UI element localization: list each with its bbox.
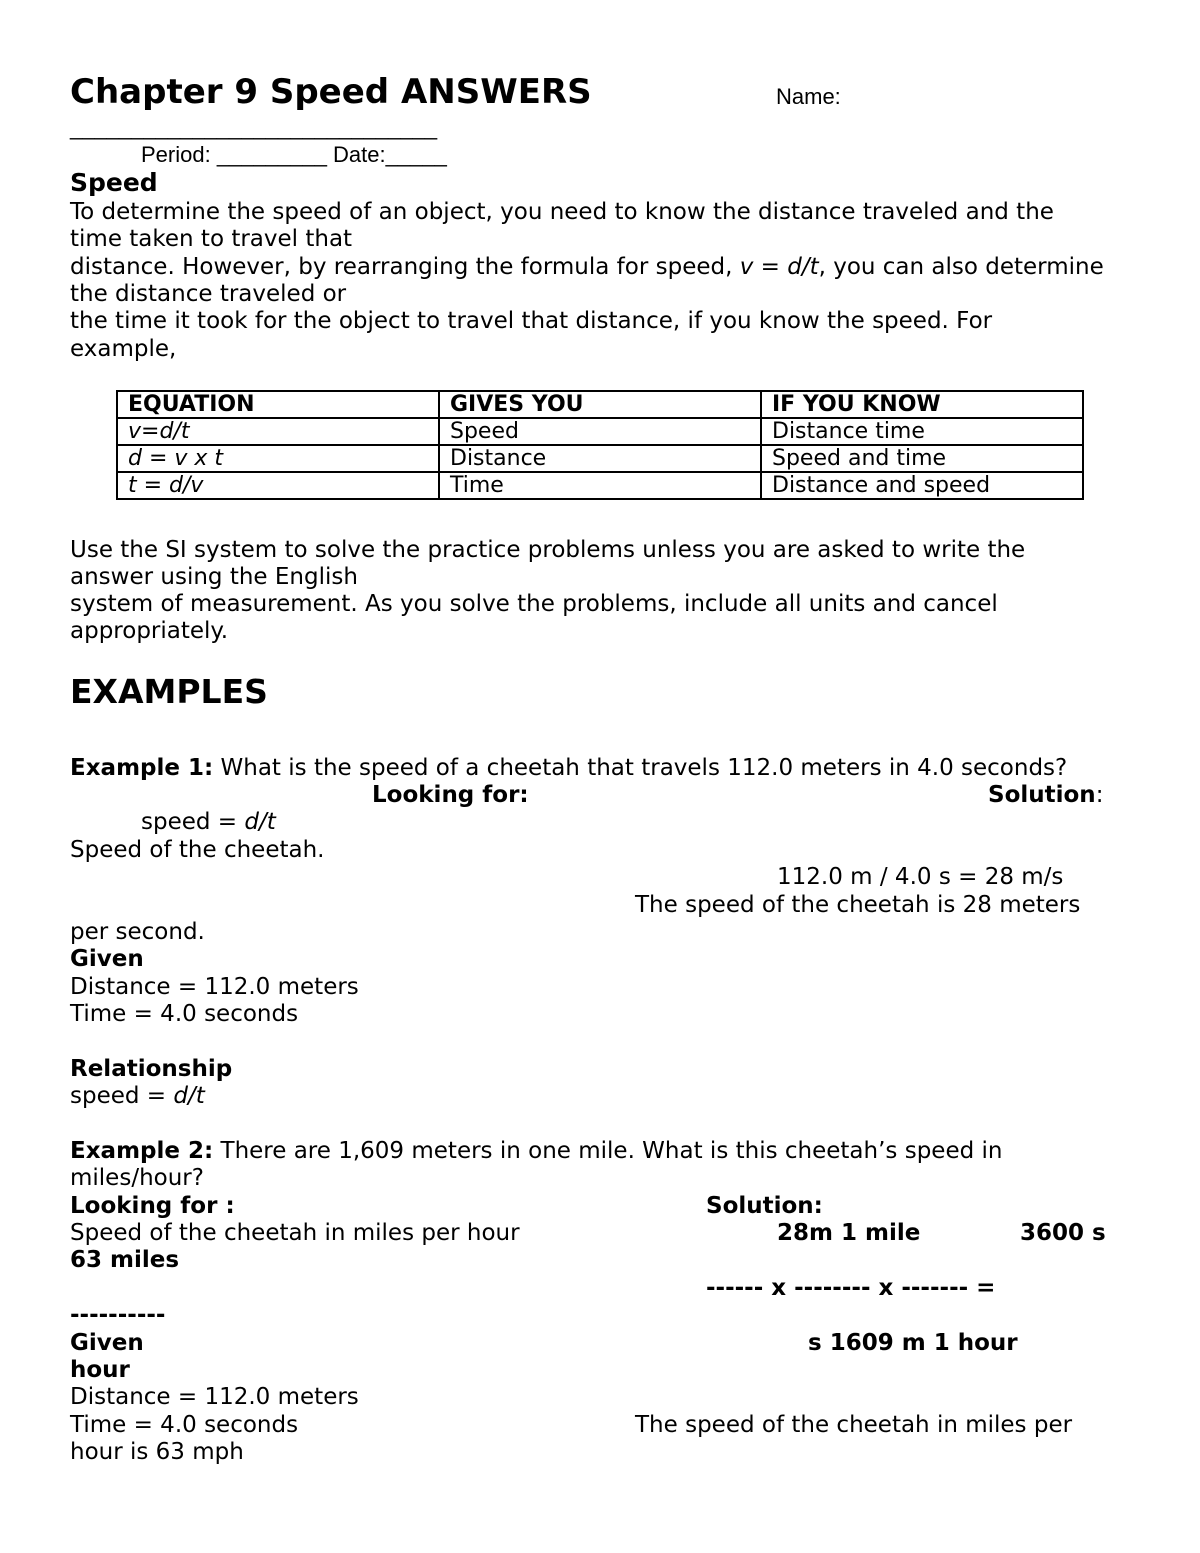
example-2-question-line-1 (70, 1138, 1002, 1165)
si-note-line-2: answer using the English (70, 564, 358, 590)
table-cell-gives-you: Distance (439, 445, 761, 472)
example-2-answer-part-1: The speed of the cheetah in miles per (635, 1412, 1073, 1438)
example-1-relationship-label: Relationship (70, 1056, 233, 1082)
example-2-given-time: Time = 4.0 seconds (70, 1412, 299, 1438)
example-2-result-unit: hour (70, 1357, 130, 1383)
example-1-relationship-dt: d/t (173, 1083, 205, 1109)
table-cell-equation: t = d/v (117, 472, 439, 499)
speed-heading: Speed (70, 168, 158, 197)
table-cell-gives-you: Time (439, 472, 761, 499)
intro-line-5: the time it took for the object to travel that distance, if you know the speed. For (70, 308, 993, 334)
example-2-answer-part-2: hour is 63 mph (70, 1439, 244, 1465)
intro-line-4: the distance traveled or (70, 281, 347, 307)
page-title: Chapter 9 Speed ANSWERS (70, 72, 592, 112)
table-cell-if-you-know: Speed and time (761, 445, 1083, 472)
equation-table (116, 390, 1084, 500)
example-2-result-value: 63 miles (70, 1247, 180, 1273)
example-2-numerators: 28m 1 mile (777, 1220, 921, 1246)
example-2-result-bar: ---------- (70, 1302, 166, 1328)
intro-line-1: To determine the speed of an object, you need to know the distance traveled and the (70, 199, 1054, 225)
example-1-given-time: Time = 4.0 seconds (70, 1001, 299, 1027)
example-2-numerator-seconds: 3600 s (1020, 1220, 1106, 1246)
example-1-speed-dt: d/t (244, 809, 276, 835)
example-2-fraction-bars: ------ x -------- x ------- = (706, 1275, 996, 1301)
example-2-given-label: Given (70, 1330, 144, 1356)
table-header-row (117, 391, 1083, 418)
table-cell-gives-you: Speed (439, 418, 761, 445)
intro-line-3-text-b: , you can also determine (818, 254, 1104, 280)
example-1-speed-formula (141, 809, 276, 836)
example-1-solution-label (988, 782, 1103, 809)
intro-line-3-text-a: distance. However, by rearranging the formula for speed, (70, 254, 740, 280)
table-cell-if-you-know: Distance time (761, 418, 1083, 445)
example-1-question-text: What is the speed of a cheetah that travels 112.0 meters in 4.0 seconds? (213, 755, 1068, 781)
table-header-equation: EQUATION (117, 391, 439, 418)
example-1-relationship-formula (70, 1083, 205, 1110)
table-row (117, 445, 1083, 472)
example-1-looking-for-label: Looking for: (372, 782, 529, 808)
example-1-answer-part-1: The speed of the cheetah is 28 meters (635, 892, 1081, 918)
example-1-solution-word: Solution (988, 782, 1096, 808)
example-1-solution-colon: : (1095, 782, 1104, 808)
table-row (117, 472, 1083, 499)
si-note-line-1: Use the SI system to solve the practice problems unless you are asked to write the (70, 537, 1026, 563)
example-1-given-distance: Distance = 112.0 meters (70, 974, 359, 1000)
example-2-label: Example 2: (70, 1138, 214, 1164)
example-2-denominators: s 1609 m 1 hour (808, 1330, 1018, 1356)
intro-line-3 (70, 254, 1104, 281)
example-2-looking-for-label: Looking for : (70, 1193, 235, 1219)
intro-line-2: time taken to travel that (70, 226, 353, 252)
table-cell-if-you-know: Distance and speed (761, 472, 1083, 499)
example-2-solution-label: Solution: (706, 1193, 823, 1219)
si-note-line-3: system of measurement. As you solve the problems, include all units and cancel (70, 591, 998, 617)
example-1-label: Example 1: (70, 755, 214, 781)
example-2-question-text: There are 1,609 meters in one mile. What is this cheetah’s speed in (213, 1138, 1003, 1164)
table-row (117, 418, 1083, 445)
table-header-gives-you: GIVES YOU (439, 391, 761, 418)
example-1-relationship-word: speed = (70, 1083, 174, 1109)
example-2-looking-for-value: Speed of the cheetah in miles per hour (70, 1220, 520, 1246)
period-date-line: Period: _________ Date:_____ (141, 142, 447, 167)
example-1-calculation: 112.0 m / 4.0 s = 28 m/s (777, 864, 1064, 890)
example-1-speed-word: speed = (141, 809, 245, 835)
examples-heading: EXAMPLES (70, 672, 268, 711)
name-label: Name: (776, 84, 841, 109)
example-1-given-label: Given (70, 946, 144, 972)
si-note-line-4: appropriately. (70, 618, 229, 644)
intro-line-6: example, (70, 336, 177, 362)
table-cell-equation: d = v x t (117, 445, 439, 472)
example-2-question-line-2: miles/hour? (70, 1165, 204, 1191)
example-2-given-distance: Distance = 112.0 meters (70, 1384, 359, 1410)
name-blank-line: ______________________________ (70, 115, 438, 140)
example-1-question (70, 755, 1067, 782)
speed-formula-inline: v = d/t (739, 254, 819, 280)
example-1-looking-for-value: Speed of the cheetah. (70, 837, 325, 863)
table-header-if-you-know: IF YOU KNOW (761, 391, 1083, 418)
example-1-answer-part-2: per second. (70, 919, 205, 945)
table-cell-equation: v=d/t (117, 418, 439, 445)
